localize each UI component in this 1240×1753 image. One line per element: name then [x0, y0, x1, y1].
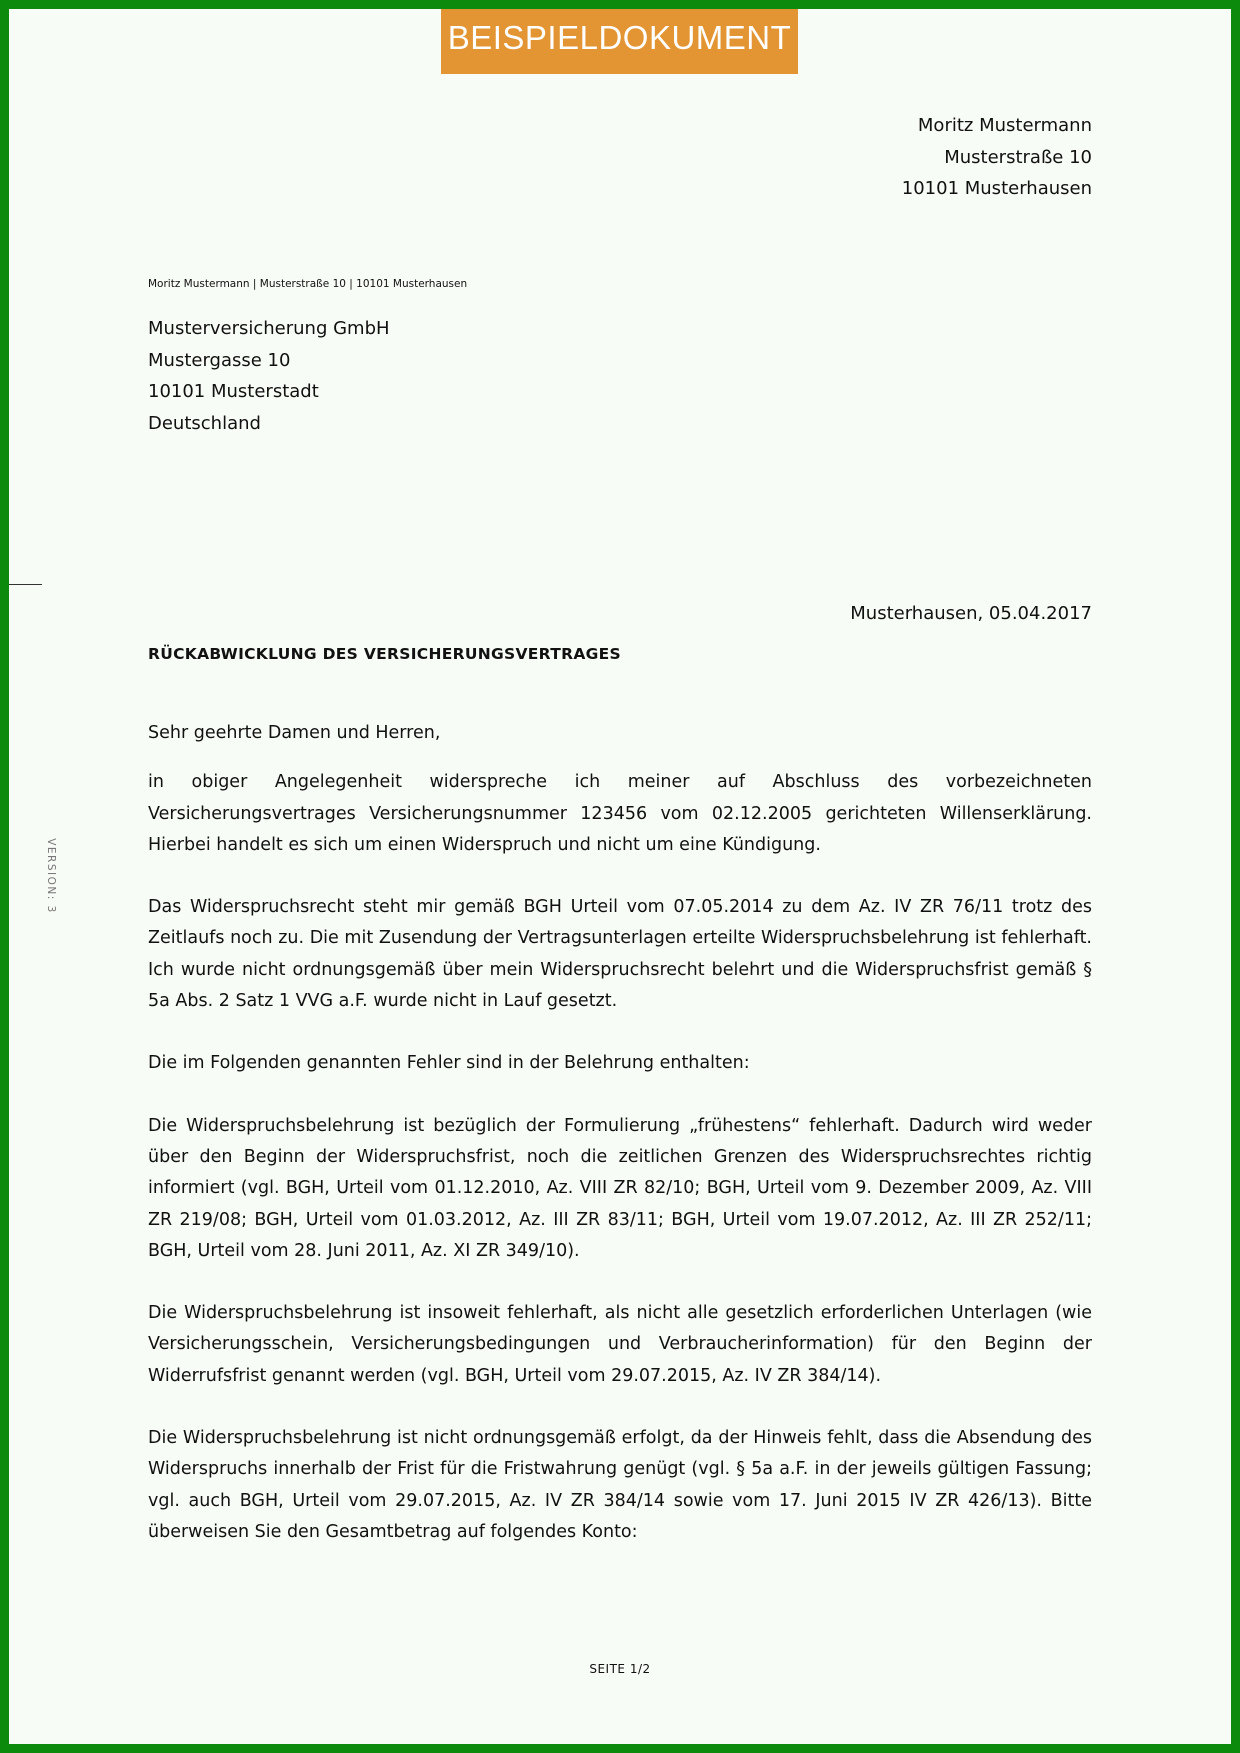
version-label: VERSION: 3 — [45, 838, 57, 914]
recipient-city: 10101 Musterstadt — [148, 381, 319, 402]
page-number: SEITE 1/2 — [589, 1662, 651, 1676]
sender-name: Moritz Mustermann — [917, 115, 1092, 136]
sender-address — [902, 110, 1092, 205]
sender-street: Musterstraße 10 — [944, 146, 1092, 168]
subject-line: RÜCKABWICKLUNG DES VERSICHERUNGSVERTRAGES — [148, 645, 622, 663]
date-line: Musterhausen, 05.04.2017 — [850, 603, 1092, 624]
document-banner: BEISPIELDOKUMENT — [441, 9, 798, 74]
body-paragraph: Das Widerspruchsrecht steht mir gemäß BGH Urteil vom 07.05.2014 zu dem Az. IV ZR 76/11 trotz des Zeitlaufs noch zu. Die mit Zusendung der Vertragsunterlagen erteilte Widerspruchsbelehrung ist fehlerhaft. Ich wurde nicht ordnungsgemäß über mein Widerspruchsrecht belehrt und die Widerspruchsfrist gemäß § 5a Abs. 2 Satz 1 VVG a.F. wurde nicht in Lauf gesetzt. — [148, 897, 1092, 1012]
sender-city: 10101 Musterhausen — [901, 178, 1092, 199]
recipient-address — [148, 313, 390, 439]
return-address-line: Moritz Mustermann | Musterstraße 10 | 10101 Musterhausen — [148, 278, 468, 290]
body-paragraph: in obiger Angelegenheit widerspreche ich meiner auf Abschluss des vorbezeichneten Versicherungsvertrages Versicherungsnummer 123456 vom 02.12.2005 gerichteten Willenserklärung. Hierbei handelt es sich um einen Widerspruch und nicht um eine Kündigung. — [148, 772, 1092, 855]
body-paragraph: Die Widerspruchsbelehrung ist insoweit fehlerhaft, als nicht alle gesetzlich erforderlichen Unterlagen (wie Versicherungsschein, Versicherungsbedingungen und Verbraucherinformation) für den Beginn der Widerrufsfrist genannt werden (vgl. BGH, Urteil vom 29.07.2015, Az. IV ZR 384/14). — [148, 1303, 1092, 1386]
fold-mark — [9, 584, 42, 585]
body-paragraph: Die Widerspruchsbelehrung ist bezüglich der Formulierung „frühestens“ fehlerhaft. Dadurch wird weder über den Beginn der Widerspruchsfrist, noch die zeitlichen Grenzen des Widerspruchsrechtes richtig informiert (vgl. BGH, Urteil vom 01.12.2010, Az. VIII ZR 82/10; BGH, Urteil vom 9. Dezember 2009, Az. VIII ZR 219/08; BGH, Urteil vom 01.03.2012, Az. III ZR 83/11; BGH, Urteil vom 19.07.2012, Az. III ZR 252/11; BGH, Urteil vom 28. Juni 2011, Az. XI ZR 349/10). — [148, 1115, 1092, 1261]
body-paragraph: Die Widerspruchsbelehrung ist nicht ordnungsgemäß erfolgt, da der Hinweis fehlt, dass die Absendung des Widerspruchs innerhalb der Frist für die Fristwahrung genügt (vgl. § 5a a.F. in der jeweils gültigen Fassung; vgl. auch BGH, Urteil vom 29.07.2015, Az. IV ZR 384/14 sowie vom 17. Juni 2015 IV ZR 426/13). Bitte überweisen Sie den Gesamtbetrag auf folgendes Konto: — [148, 1428, 1092, 1542]
recipient-country: Deutschland — [148, 412, 261, 434]
letter-body — [148, 718, 1092, 1579]
salutation: Sehr geehrte Damen und Herren, — [148, 723, 441, 743]
body-paragraph: Die im Folgenden genannten Fehler sind in der Belehrung enthalten: — [148, 1053, 750, 1074]
recipient-street: Mustergasse 10 — [148, 349, 291, 371]
recipient-company: Musterversicherung GmbH — [148, 318, 390, 339]
